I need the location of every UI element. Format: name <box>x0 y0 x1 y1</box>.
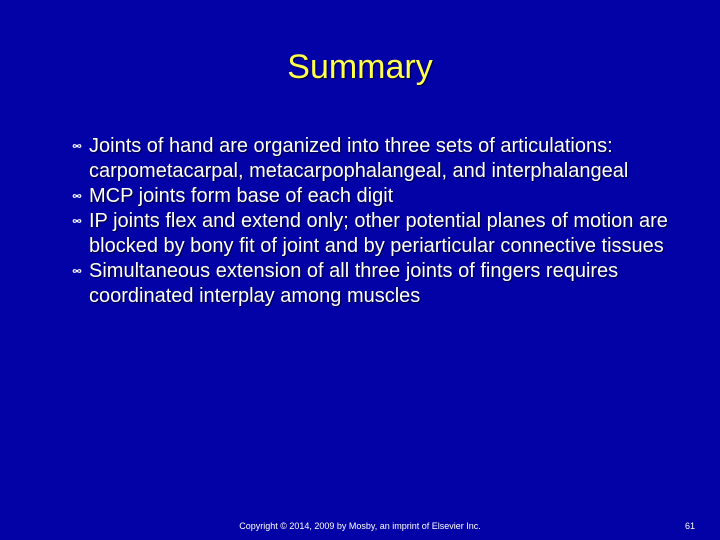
bullet-text: MCP joints form base of each digit <box>89 185 394 207</box>
page-number: 61 <box>684 521 695 531</box>
bullet-item <box>70 259 670 309</box>
bullet-text: Simultaneous extension of all three joints of fingers requires coordinated interplay among muscles <box>89 260 619 307</box>
bullet-list <box>70 134 670 309</box>
footer-copyright: Copyright © 2014, 2009 by Mosby, an imprint of Elsevier Inc. <box>239 521 481 531</box>
bullet-item <box>70 134 670 184</box>
slide-title: Summary <box>287 48 433 86</box>
bullet-item <box>70 184 670 209</box>
bullet-text: Joints of hand are organized into three sets of articulations: carpometacarpal, metacarpophalangeal, and interphalangeal <box>89 135 629 182</box>
bullet-text: IP joints flex and extend only; other potential planes of motion are blocked by bony fit of joint and by periarticular connective tissues <box>89 210 668 257</box>
infinity-bullet-icon <box>70 214 84 228</box>
bullet-item <box>70 209 670 259</box>
infinity-bullet-icon <box>70 264 84 278</box>
infinity-bullet-icon <box>70 189 84 203</box>
infinity-bullet-icon <box>70 139 84 153</box>
